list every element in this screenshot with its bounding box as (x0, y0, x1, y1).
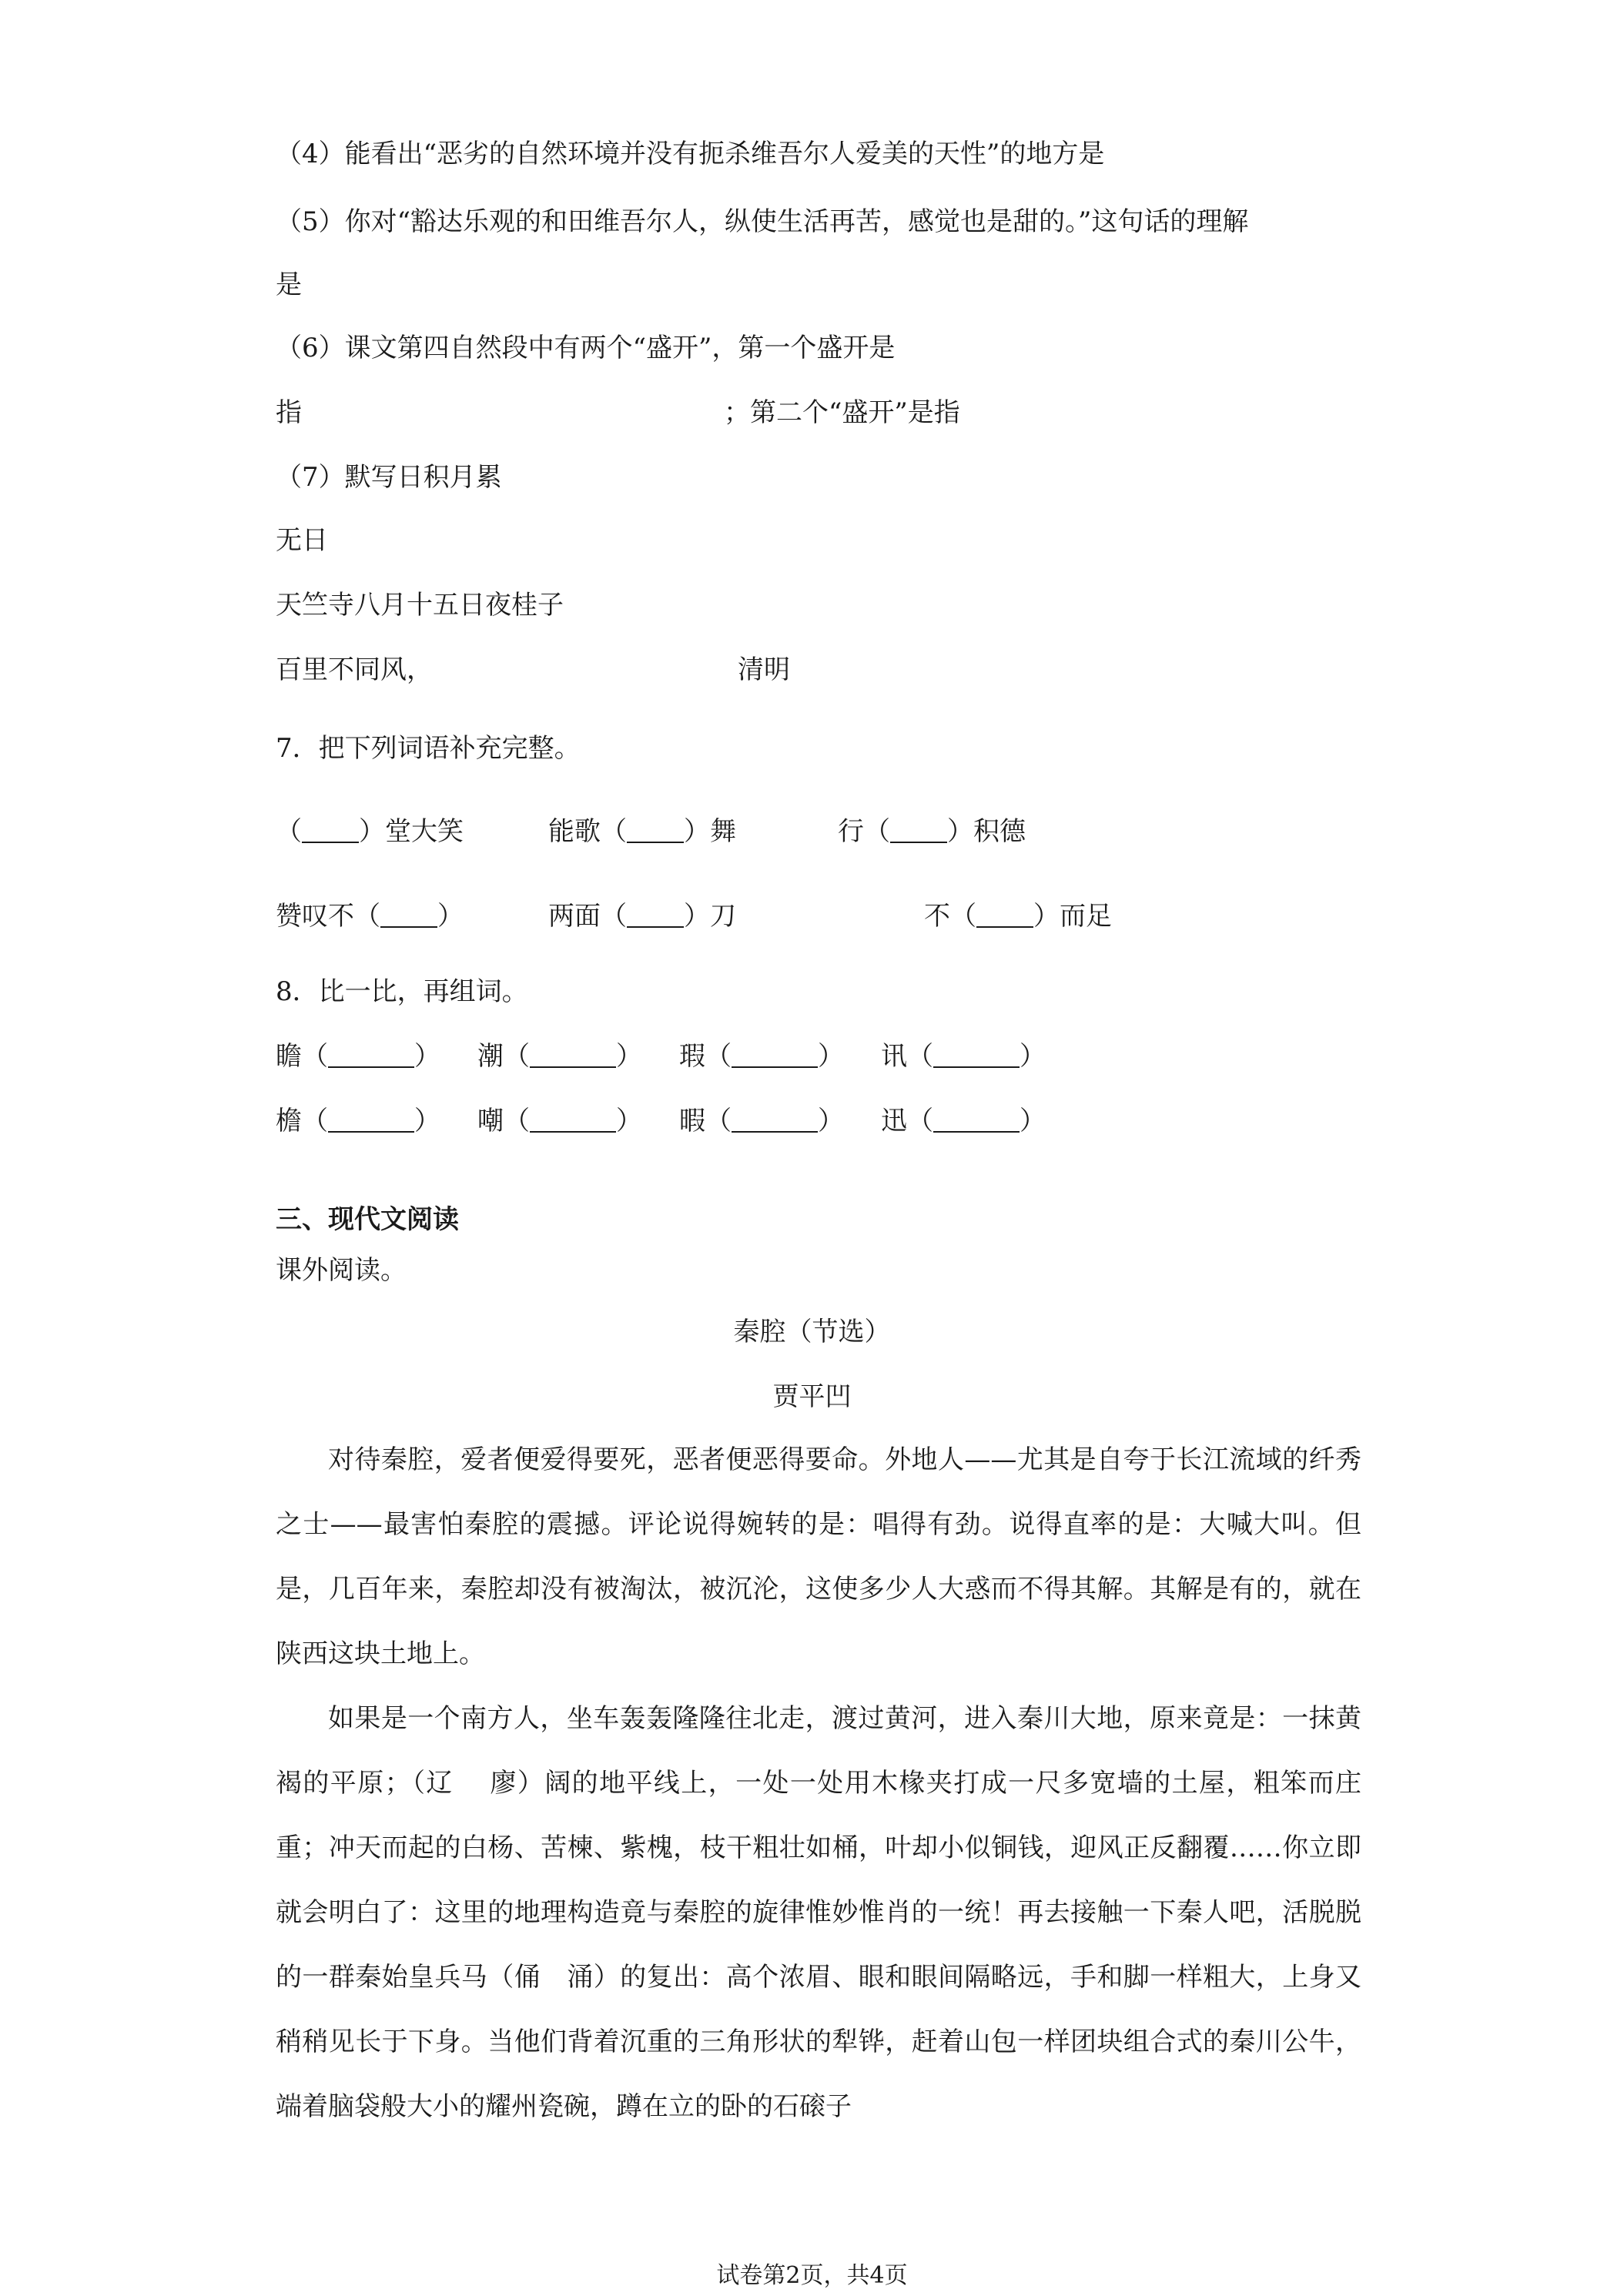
page-footer: 试卷第2页，共4页 (716, 2262, 908, 2289)
close-paren: ） (1020, 1106, 1046, 1136)
word-group-item (276, 1104, 440, 1138)
answer-blank[interactable] (732, 1108, 818, 1133)
idiom-blank-item (838, 815, 1026, 848)
word-group-item (477, 1104, 642, 1138)
answer-blank[interactable] (976, 903, 1033, 928)
question-4: （4）能看出“恶劣的自然环境并没有扼杀维吾尔人爱美的天性”的地方是 (276, 139, 1105, 169)
close-paren: ） (818, 1106, 844, 1136)
section-8-title: 8．比一比，再组词。 (276, 976, 528, 1007)
idiom-suffix: ）刀 (684, 901, 736, 932)
character-prefix: 瞻（ (276, 1041, 328, 1072)
idiom-blank-item (548, 899, 736, 933)
close-paren: ） (616, 1106, 642, 1136)
word-group-item (881, 1104, 1046, 1138)
word-group-item (679, 1039, 844, 1073)
answer-blank[interactable] (933, 1108, 1020, 1133)
answer-blank[interactable] (530, 1043, 616, 1068)
question-6-line-2-a: 指 (276, 397, 302, 428)
close-paren: ） (414, 1041, 440, 1072)
close-paren: ） (1020, 1041, 1046, 1072)
section-7-title: 7．把下列词语补充完整。 (276, 733, 581, 764)
answer-blank[interactable] (627, 818, 684, 843)
idiom-prefix: 不（ (924, 901, 976, 932)
idiom-blank-item (276, 815, 464, 848)
question-7-item-c-1: 百里不同风， (276, 654, 433, 685)
article-paragraph-1: 对待秦腔，爱者便爱得要死，恶者便恶得要命。外地人——尤其是自夸于长江流域的纤秀之士——最害怕秦腔的震撼。评论说得婉转的是：唱得有劲。说得直率的是：大喊大叫。但是，几百年来，秦腔却没有被淘汰，被沉沦，这使多少人大惑而不得其解。其解是有的，就在陕西这块土地上。 (276, 1444, 1361, 1669)
character-prefix: 迅（ (881, 1106, 933, 1136)
answer-blank[interactable] (328, 1108, 414, 1133)
character-prefix: 讯（ (881, 1041, 933, 1072)
question-7-item-a: 无日 (276, 525, 328, 556)
question-6-line-1: （6）课文第四自然段中有两个“盛开”，第一个盛开是 (276, 333, 896, 363)
character-prefix: 暇（ (679, 1106, 732, 1136)
answer-blank[interactable] (302, 818, 359, 843)
idiom-suffix: ）舞 (684, 816, 736, 847)
article-paragraph-2: 如果是一个南方人，坐车轰轰隆隆往北走，渡过黄河，进入秦川大地，原来竟是：一抹黄褐的平原；（辽 廖）阔的地平线上，一处一处用木椽夹打成一尺多宽墙的土屋，粗笨而庄重；冲天而起的白杨、苦楝、紫槐，枝干粗壮如桶，叶却小似铜钱，迎风正反翻覆……你立即就会明白了：这里的地理构造竟与秦腔的旋律惟妙惟肖的一统！再去接触一下秦人吧，活脱脱的一群秦始皇兵马（俑 涌）的复出：高个浓眉、眼和眼间隔略远，手和脚一样粗大，上身又稍稍见长于下身。当他们背着沉重的三角形状的犁铧，赶着山包一样团块组合式的秦川公牛，端着脑袋般大小的耀州瓷碗，蹲在立的卧的石磙子 (276, 1703, 1361, 2122)
idiom-prefix: 能歌（ (548, 816, 627, 847)
question-7-item-b: 天竺寺八月十五日夜桂子 (276, 590, 564, 621)
question-5-line-1: （5）你对“豁达乐观的和田维吾尔人，纵使生活再苦，感觉也是甜的。”这句话的理解 (276, 206, 1249, 237)
idiom-suffix: ）堂大笑 (359, 816, 464, 847)
character-prefix: 嘲（ (477, 1106, 530, 1136)
idiom-suffix: ） (437, 901, 464, 932)
section-3-heading: 三、现代文阅读 (276, 1204, 459, 1235)
section-3-subtitle: 课外阅读。 (276, 1255, 407, 1286)
word-group-item (679, 1104, 844, 1138)
close-paren: ） (414, 1106, 440, 1136)
question-6-line-2-b: ；第二个“盛开”是指 (724, 397, 960, 428)
idiom-suffix: ）积德 (947, 816, 1026, 847)
word-group-item (276, 1039, 440, 1073)
idiom-prefix: 行（ (838, 816, 890, 847)
character-prefix: 潮（ (477, 1041, 530, 1072)
answer-blank[interactable] (732, 1043, 818, 1068)
article-title: 秦腔（节选） (733, 1317, 891, 1347)
character-prefix: 檐（ (276, 1106, 328, 1136)
question-5-line-2: 是 (276, 269, 302, 300)
answer-blank[interactable] (627, 903, 684, 928)
idiom-blank-item (924, 899, 1112, 933)
answer-blank[interactable] (890, 818, 947, 843)
question-7-title: （7）默写日积月累 (276, 462, 502, 493)
answer-blank[interactable] (380, 903, 437, 928)
idiom-prefix: 赞叹不（ (276, 901, 380, 932)
idiom-suffix: ）而足 (1033, 901, 1112, 932)
idiom-blank-item (548, 815, 736, 848)
question-7-item-c-2: 清明 (738, 654, 790, 685)
close-paren: ） (616, 1041, 642, 1072)
idiom-blank-item (276, 899, 464, 933)
idiom-prefix: （ (276, 816, 302, 847)
answer-blank[interactable] (328, 1043, 414, 1068)
word-group-item (881, 1039, 1046, 1073)
idiom-prefix: 两面（ (548, 901, 627, 932)
article-author: 贾平凹 (772, 1381, 852, 1412)
word-group-item (477, 1039, 642, 1073)
answer-blank[interactable] (530, 1108, 616, 1133)
answer-blank[interactable] (933, 1043, 1020, 1068)
close-paren: ） (818, 1041, 844, 1072)
character-prefix: 瑕（ (679, 1041, 732, 1072)
